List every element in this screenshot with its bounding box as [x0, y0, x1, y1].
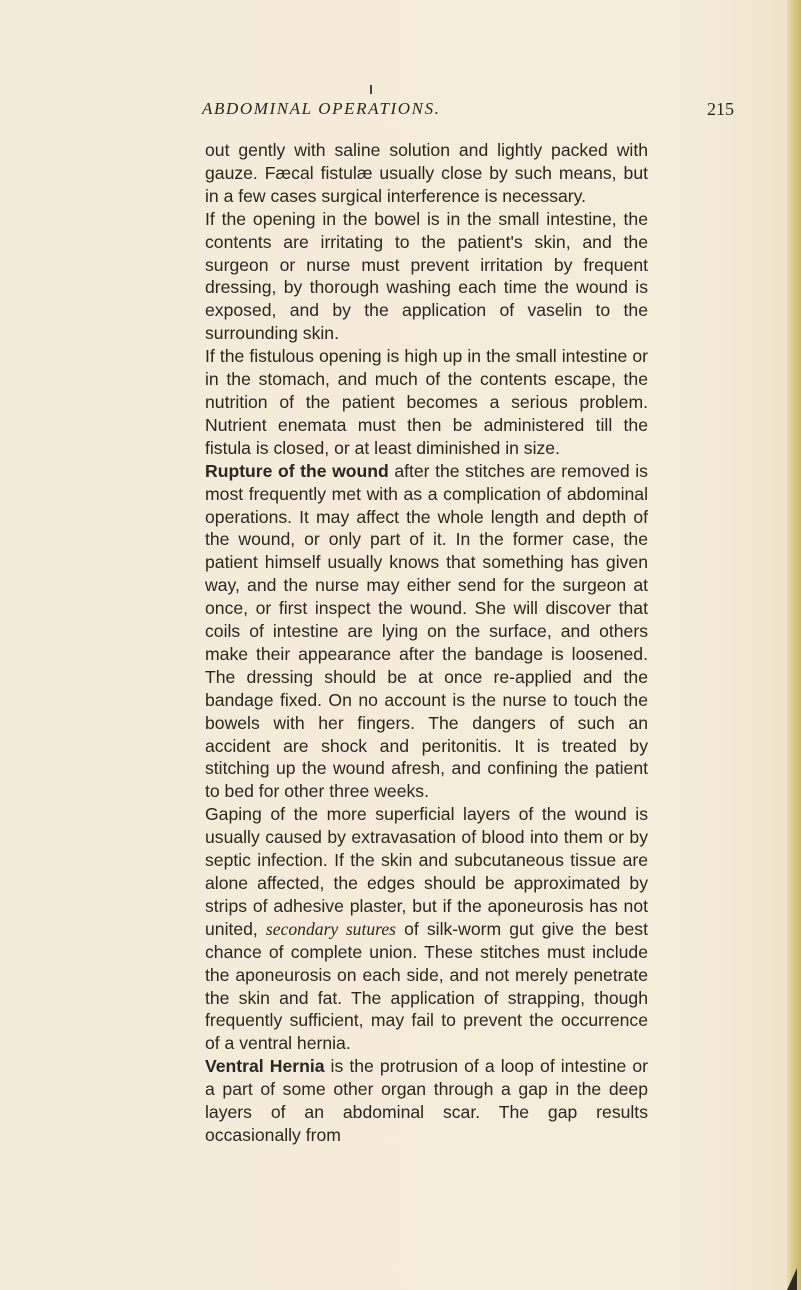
- running-head: ABDOMINAL OPERATIONS.: [202, 99, 441, 118]
- paragraph-5-text-a: Gaping of the more superficial layers of the wound is usually caused by extravasation of blood into them or by septic infection. If the skin and subcutaneous tissue are alone affected, the edges should be approximated by strips of adhesive plaster, but if the aponeurosis has not united,: [205, 804, 648, 939]
- paragraph-1: out gently with saline solution and lightly packed with gauze. Fæcal fistulæ usually close by such means, but in a few cases surgical interference is necessary.: [205, 140, 648, 206]
- page-header: [0, 95, 801, 125]
- paragraph-5-text-b: of silk-worm gut give the best chance of complete union. These stitches must include the aponeurosis on each side, and not merely penetrate the skin and fat. The application of strapping, though frequently sufficient, may fail to prevent the occurrence of a ventral hernia.: [205, 918, 648, 1054]
- section-heading-ventral-hernia: Ventral Hernia: [205, 1056, 325, 1077]
- paragraph-3: If the fistulous opening is high up in the small intestine or in the stomach, and much of the contents escape, the nutrition of the patient becomes a serious problem. Nutrient enemata must then be administered till the fistula is closed, or at least diminished in size.: [205, 346, 648, 458]
- body-text: [205, 139, 648, 1147]
- page-edge: [787, 0, 801, 1290]
- italic-term: secondary sutures: [265, 918, 397, 939]
- paragraph-5: [205, 803, 648, 1055]
- paragraph-6-text: is the protrusion of a loop of intestine or a part of some other organ through a gap in the deep layers of an abdominal scar. The gap results occasionally from: [205, 1056, 648, 1145]
- paragraph-2: If the opening in the bowel is in the small intestine, the contents are irritating to the patient's skin, and the surgeon or nurse must prevent irritation by frequent dressing, by thorough washing each time the wound is exposed, and by the application of vaselin to the surrounding skin.: [205, 208, 648, 344]
- paragraph-4-text: after the stitches are removed is most frequently met with as a complication of abdominal operations. It may affect the whole length and depth of the wound, or only part of it. In the former case, the patient himself usually knows that something has given way, and the nurse may either send for the surgeon at once, or first inspect the wound. She will discover that coils of intestine are lying on the surface, and others make their appearance after the bandage is loosened. The dressing should be at once re-applied and the bandage fixed. On no account is the nurse to touch the bowels with her fingers. The dangers of such an accident are shock and peritonitis. It is treated by stitching up the wound afresh, and confining the patient to bed for other three weeks.: [205, 460, 648, 802]
- section-heading-rupture: Rupture of the wound: [205, 460, 389, 481]
- printer-mark: [370, 85, 372, 94]
- page-number: 215: [707, 99, 734, 119]
- paragraph-6: [205, 1055, 648, 1147]
- paragraph-4: [205, 460, 648, 804]
